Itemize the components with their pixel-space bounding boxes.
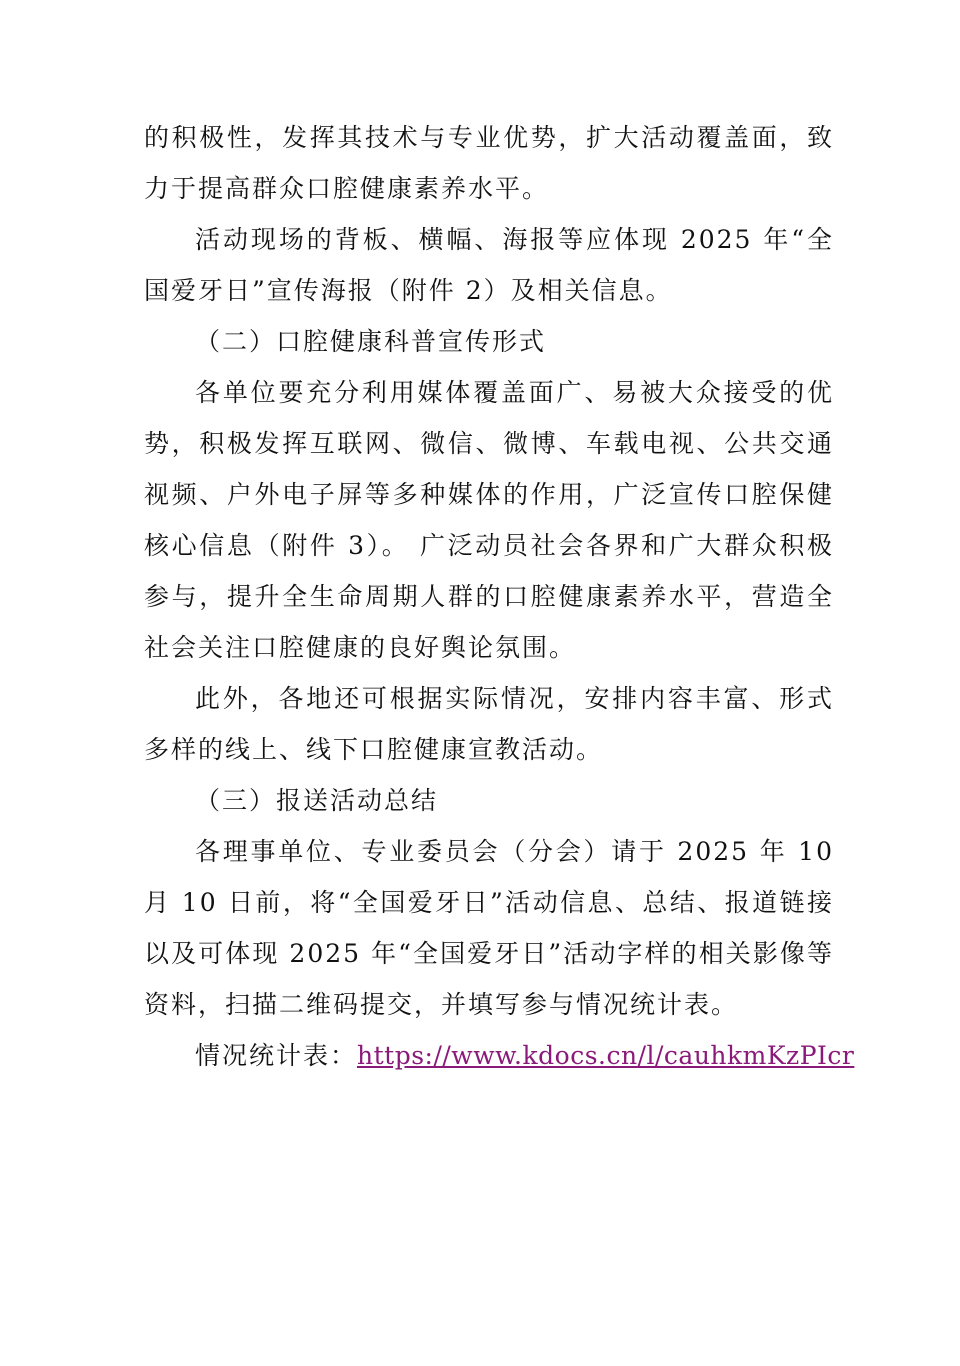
section-heading-publicity-form: （二）口腔健康科普宣传形式 [195,327,547,356]
stats-table-link[interactable]: https://www.kdocs.cn/l/cauhkmKzPIcr [357,1041,855,1070]
paragraph-backdrop-requirement: 活动现场的背板、横幅、海报等应体现 2025 年“全国爱牙日”宣传海报（附件 2）及相关信息。 [144,225,834,305]
stats-table-label: 情况统计表： [195,1041,358,1070]
paragraph-local-activities: 此外，各地还可根据实际情况，安排内容丰富、形式多样的线上、线下口腔健康宣教活动。 [144,684,834,764]
document-body [144,112,855,1081]
stats-table-line [144,1030,855,1081]
paragraph-report-requirement: 各理事单位、专业委员会（分会）请于 2025 年 10 月 10 日前，将“全国爱牙日”活动信息、总结、报道链接以及可体现 2025 年“全国爱牙日”活动字样的相关影像等资料，扫描二维码提交，并填写参与情况统计表。 [144,837,834,1019]
paragraph-media-publicity: 各单位要充分利用媒体覆盖面广、易被大众接受的优势，积极发挥互联网、微信、微博、车载电视、公共交通视频、户外电子屏等多种媒体的作用，广泛宣传口腔保健核心信息（附件 3）。 广泛动员社会各界和广大群众积极参与，提升全生命周期人群的口腔健康素养水平，营造全社会关注口腔健康的良好舆论氛围。 [144,378,834,662]
paragraph-continuation: 的积极性，发挥其技术与专业优势，扩大活动覆盖面，致力于提高群众口腔健康素养水平。 [144,123,834,203]
section-heading-report-summary: （三）报送活动总结 [195,786,439,815]
